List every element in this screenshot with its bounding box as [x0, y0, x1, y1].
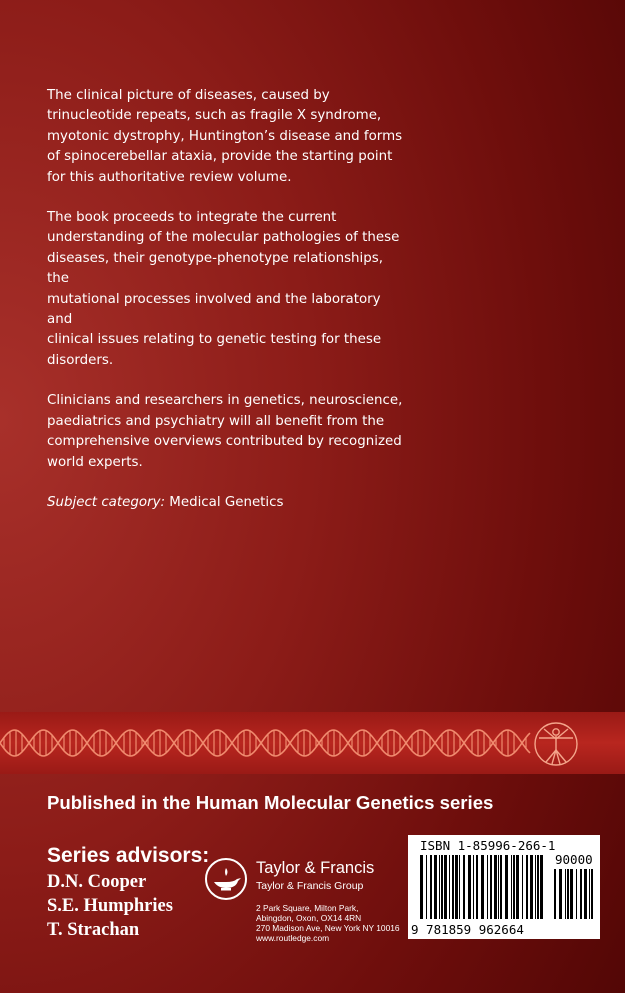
- blurb: [47, 86, 407, 533]
- dna-chain-decoration: [0, 712, 625, 774]
- blurb-line: The clinical picture of diseases, caused by: [47, 88, 330, 103]
- blurb-line: of spinocerebellar ataxia, provide the starting point: [47, 149, 393, 165]
- vitruvian-man-logo: [535, 723, 577, 765]
- subject-category: [47, 493, 407, 513]
- publisher-address-line: 2 Park Square, Milton Park,: [256, 903, 359, 913]
- publisher-address-line: Abingdon, Oxon, OX14 4RN: [256, 913, 362, 923]
- series-line: Published in the Human Molecular Genetics series: [47, 792, 494, 813]
- blurb-line: Clinicians and researchers in genetics, neuroscience,: [47, 393, 403, 409]
- isbn-text: ISBN 1-85996-266-1: [420, 838, 556, 853]
- blurb-line: comprehensive overviews contributed by recognized: [47, 434, 402, 450]
- blurb-line: diseases, their genotype-phenotype relationships, the: [47, 250, 383, 287]
- barcode-number: 9 781859 962664: [411, 922, 524, 937]
- blurb-line: paediatrics and psychiatry will all benefit from the: [47, 413, 385, 429]
- blurb-paragraph-3: [47, 391, 407, 473]
- subject-category-label: Subject category:: [47, 494, 166, 510]
- series-advisors-title: Series advisors:: [47, 844, 210, 867]
- blurb-line: disorders.: [47, 352, 114, 368]
- publisher-address-line: 270 Madison Ave, New York NY 10016: [256, 923, 400, 933]
- blurb-line: clinical issues relating to genetic testing for these: [47, 332, 382, 348]
- barcode-box: [408, 835, 600, 939]
- publisher-name: Taylor & Francis: [256, 859, 375, 877]
- advisor-name: S.E. Humphries: [47, 896, 173, 916]
- advisor-name: T. Strachan: [47, 920, 140, 940]
- subject-category-value: Medical Genetics: [169, 494, 284, 510]
- blurb-line: The book proceeds to integrate the current: [47, 210, 337, 226]
- blurb-line: for this authoritative review volume.: [47, 169, 292, 185]
- blurb-line: trinucleotide repeats, such as fragile X syndrome,: [47, 108, 382, 124]
- blurb-line: world experts.: [47, 454, 143, 470]
- dna-chain-band: [0, 712, 625, 774]
- advisor-name: D.N. Cooper: [47, 872, 147, 892]
- blurb-paragraph-2: [47, 208, 407, 371]
- publisher-group: Taylor & Francis Group: [256, 880, 364, 892]
- taylor-francis-lamp-logo: [204, 857, 248, 901]
- publisher-address-line: www.routledge.com: [256, 933, 330, 943]
- blurb-line: understanding of the molecular pathologies of these: [47, 230, 400, 246]
- price-code: 90000: [555, 852, 593, 867]
- blurb-line: myotonic dystrophy, Huntington’s disease and forms: [47, 128, 403, 144]
- blurb-line: mutational processes involved and the laboratory and: [47, 291, 381, 328]
- blurb-paragraph-1: [47, 86, 407, 188]
